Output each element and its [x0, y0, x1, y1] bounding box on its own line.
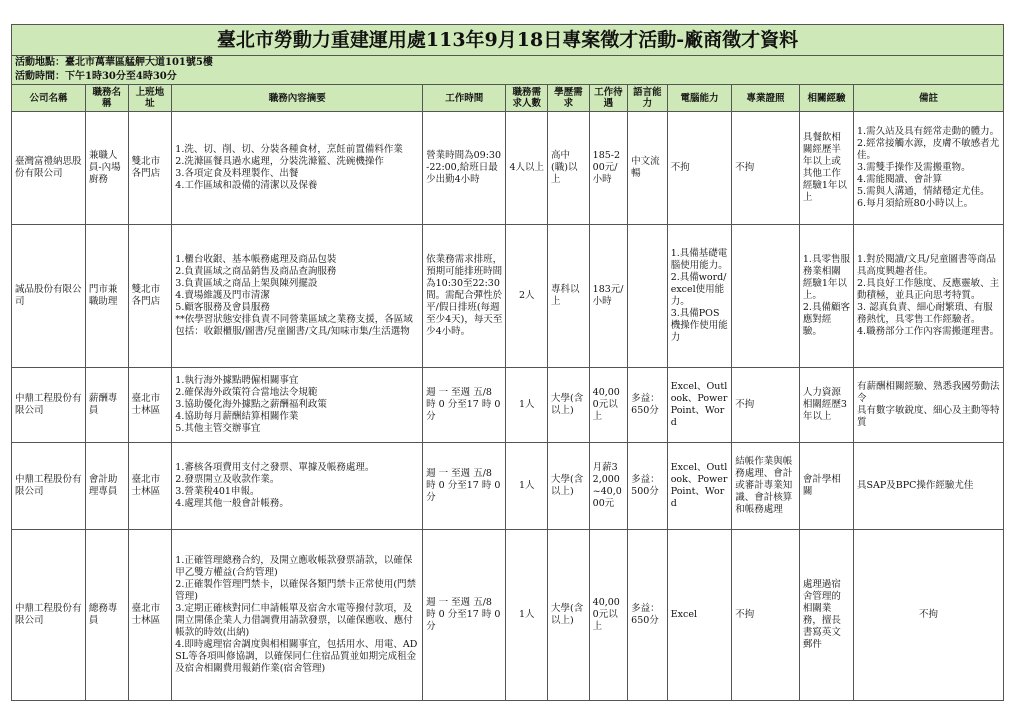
license-cell — [732, 225, 800, 368]
job-table — [11, 84, 1004, 701]
summary-line: 2.正確製作管理門禁卡，以確保各類門禁卡正常使用(門禁管理) — [175, 579, 417, 602]
address-cell: 臺北市士林區 — [128, 368, 172, 443]
note-line: 5.需與人溝通，情緒穩定尤佳。 — [857, 186, 990, 197]
summary-line: 1.櫃台收銀、基本帳務處理及商品包裝 — [175, 254, 337, 265]
summary-line: 5.顧客服務及會員服務 — [175, 302, 270, 313]
header-education: 學歷需求 — [548, 85, 590, 112]
note-line: 不拘 — [919, 609, 939, 620]
summary-line: 4.即時處理宿舍調度與相相關事宜，包括用水、用電、ADSL等各項叫修協調，以確保同仁住宿品質並如期完成租金及宿舍相關費用報銷作業(宿舍管理) — [175, 639, 418, 674]
header-hours: 工作時間 — [423, 85, 506, 112]
hours-cell: 依業務需求排班，預期可能排班時間為10:30至22:30間。需配合彈性於平/假日排班(每週至少4天)，每天至少4小時。 — [423, 225, 506, 368]
hours-cell: 週 一 至週 五/8 時 0 分至17 時 0 分 — [423, 368, 506, 443]
experience-cell: 人力資源相關經歷3年以上 — [799, 368, 853, 443]
note-line: 1.需久站及具有經常走動的體力。 — [857, 126, 1000, 137]
header-experience: 相關經驗 — [799, 85, 853, 112]
summary-cell — [172, 225, 423, 368]
job-sheet — [11, 24, 1004, 701]
summary-line: 2.洗滌區餐具過水處理，分裝洗滌籃、洗碗機操作 — [175, 156, 384, 167]
notes-cell — [854, 368, 1004, 443]
headcount-cell: 1人 — [506, 368, 548, 443]
summary-line: 3.負責區域之商品上架與陳列擺設 — [175, 278, 318, 289]
table-row — [12, 112, 1004, 225]
note-line: 具有數字敏銳度、細心及主動等特質 — [857, 405, 1000, 428]
note-line: 3. 認真負責、細心耐繁瑣、有服務熱忱，具零售工作經驗者。 — [857, 302, 993, 325]
experience-cell: 處理過宿舍管理的相關業務，擅長書寫英文郵件 — [799, 530, 853, 701]
note-line: 有薪酬相關經驗、熟悉我國勞動法令 — [857, 381, 1000, 404]
summary-line: 2.確保海外政策符合當地法令規範 — [175, 387, 318, 398]
pay-cell: 185-200元/小時 — [589, 112, 628, 225]
experience-cell — [799, 225, 853, 368]
computer-line: 2.具備word/excel使用能力。 — [670, 272, 727, 307]
education-cell: 大學(含以上) — [548, 443, 590, 530]
pay-cell: 月薪32,000~40,000元 — [589, 443, 628, 530]
header-headcount: 職務需求人數 — [506, 85, 548, 112]
header-computer: 電腦能力 — [667, 85, 732, 112]
experience-line: 2.具備顧客應對經驗。 — [802, 302, 850, 337]
address-cell: 臺北市士林區 — [128, 530, 172, 701]
header-summary: 職務內容摘要 — [172, 85, 423, 112]
summary-line: 4.賣場維護及門市清潔 — [175, 290, 270, 301]
notes-cell — [854, 530, 1004, 701]
address-cell: 臺北市士林區 — [128, 443, 172, 530]
summary-line: 2.負責區域之商品銷售及商品查詢服務 — [175, 266, 337, 277]
event-location: 活動地點：臺北市萬華區艋舺大道101號5樓 — [15, 57, 213, 68]
notes-cell — [854, 112, 1004, 225]
summary-line: 3.協助優化海外據點之薪酬福利政策 — [175, 399, 327, 410]
notes-cell — [854, 443, 1004, 530]
header-language: 語言能力 — [628, 85, 668, 112]
note-line: 4.職務部分工作內容需搬運理書。 — [857, 326, 1000, 337]
header-pay: 工作待遇 — [589, 85, 628, 112]
position-cell: 薪酬專員 — [85, 368, 128, 443]
company-cell: 誠品股份有限公司 — [12, 225, 86, 368]
sheet-header — [11, 24, 1004, 84]
position-cell: 門市兼職助理 — [85, 225, 128, 368]
position-cell: 會計助理專員 — [85, 443, 128, 530]
summary-line: 3.營業稅401申報。 — [175, 486, 260, 497]
page-title: 臺北市勞動力重建運用處113年9月18日專案徵才活動-廠商徵才資料 — [12, 25, 1003, 56]
table-row — [12, 368, 1004, 443]
computer-line: 1.具備基礎電腦使用能力。 — [670, 248, 728, 271]
license-cell: 不拘 — [732, 368, 800, 443]
summary-line: 1.執行海外據點聘僱相關事宜 — [175, 375, 299, 386]
license-cell: 不拘 — [732, 530, 800, 701]
computer-cell: Excel、Outlook、PowerPoint、Word — [667, 368, 732, 443]
hours-cell: 週 一 至週 五/8 時 0 分至17 時 0 分 — [423, 530, 506, 701]
summary-line: 3.各項定食及料理製作、出餐 — [175, 168, 299, 179]
event-time: 活動時間：下午1時30分至4時30分 — [15, 71, 177, 82]
header-notes: 備註 — [854, 85, 1004, 112]
summary-cell — [172, 112, 423, 225]
company-cell: 臺灣富禮納思股份有限公司 — [12, 112, 86, 225]
address-cell: 雙北市各門店 — [128, 225, 172, 368]
notes-cell — [854, 225, 1004, 368]
education-cell: 專科以上 — [548, 225, 590, 368]
computer-cell — [667, 225, 732, 368]
note-line: 3.需雙手操作及需搬重物。 — [857, 162, 971, 173]
summary-cell — [172, 530, 423, 701]
hours-cell: 週 一 至週 五/8 時 0 分至17 時 0 分 — [423, 443, 506, 530]
language-cell: 多益：500分 — [628, 443, 668, 530]
note-line: 1.對於閱讀/文具/兒童圖書等商品具高度興趣者佳。 — [857, 254, 996, 277]
header-address: 上班地址 — [128, 85, 172, 112]
summary-cell — [172, 443, 423, 530]
position-cell: 兼職人員-內場廚務 — [85, 112, 128, 225]
note-line: 2.經常接觸水源，皮膚不敏感者尤佳。 — [857, 138, 1000, 161]
table-row — [12, 225, 1004, 368]
summary-line: 1.正確管理總務合約，及開立應收帳款發票請款，以確保甲乙雙方權益(合約管理) — [175, 555, 413, 578]
company-cell: 中鼎工程股份有限公司 — [12, 443, 86, 530]
header-company: 公司名稱 — [12, 85, 86, 112]
summary-cell — [172, 368, 423, 443]
education-cell: 大學(含以上) — [548, 530, 590, 701]
summary-line: 4.工作區域和設備的清潔以及保養 — [175, 180, 318, 191]
computer-cell: Excel、Outlook、PowerPoint、Word — [667, 443, 732, 530]
note-line: 6.每月須給班80小時以上。 — [857, 198, 974, 209]
note-line: 具SAP及BPC操作經驗尤佳 — [857, 480, 974, 491]
summary-line: 1.洗、切、削、切、分裝各種食材，烹飪前置備料作業 — [175, 144, 403, 155]
note-line: 2.具良好工作態度、反應靈敏、主動積極，並具正向思考特質。 — [857, 278, 1000, 301]
computer-cell: 不拘 — [667, 112, 732, 225]
language-cell: 多益：650分 — [628, 530, 668, 701]
summary-line: 3.定期正確核對同仁申請帳單及宿舍水電等撥付款項，及開立開係企業人力借調費用請款發票，以確保應收、應付帳款的時效(出納) — [175, 603, 413, 638]
headcount-cell: 1人 — [506, 443, 548, 530]
note-line: 4.需能閱讀、會計算 — [857, 174, 943, 185]
headcount-cell: 1人 — [506, 530, 548, 701]
table-row — [12, 530, 1004, 701]
hours-cell: 營業時間為09:30-22:00,給班日最少出勤4小時 — [423, 112, 506, 225]
computer-line: 3.具備POS機操作使用能力 — [670, 308, 728, 343]
company-cell: 中鼎工程股份有限公司 — [12, 368, 86, 443]
pay-cell: 183元/小時 — [589, 225, 628, 368]
pay-cell: 40,000元以上 — [589, 530, 628, 701]
company-cell: 中鼎工程股份有限公司 — [12, 530, 86, 701]
license-cell: 不拘 — [732, 112, 800, 225]
header-license: 專業證照 — [732, 85, 800, 112]
experience-line: 1.具零售服務業相關經驗1年以上。 — [802, 254, 850, 301]
header-position: 職務名稱 — [85, 85, 128, 112]
summary-line: 1.審核各項費用支付之發票、單據及帳務處理。 — [175, 462, 375, 473]
language-cell: 中文流暢 — [628, 112, 668, 225]
language-cell: 多益：650分 — [628, 368, 668, 443]
computer-cell: Excel — [667, 530, 732, 701]
education-cell: 大學(含以上) — [548, 368, 590, 443]
experience-cell: 具餐飲相關經歷半年以上或其他工作經驗1年以上 — [799, 112, 853, 225]
address-cell: 雙北市各門店 — [128, 112, 172, 225]
table-header-row — [12, 85, 1004, 112]
education-cell: 高中(職)以上 — [548, 112, 590, 225]
table-row — [12, 443, 1004, 530]
summary-line: 4.處理其他一般會計帳務。 — [175, 498, 289, 509]
summary-line: 2.發票開立及收款作業。 — [175, 474, 280, 485]
language-cell — [628, 225, 668, 368]
pay-cell: 40,000元以上 — [589, 368, 628, 443]
license-cell: 結帳作業與帳務處理、會計或審計專業知識、會計核算和帳務處理 — [732, 443, 800, 530]
experience-cell: 會計學相關 — [799, 443, 853, 530]
summary-line: **依學習狀態安排負責不同營業區域之業務支援，各區域包括：收銀櫃服/圖書/兒童圖書/文具/知味市集/生活選物 — [175, 314, 413, 337]
headcount-cell: 2人 — [506, 225, 548, 368]
position-cell: 總務專員 — [85, 530, 128, 701]
headcount-cell: 4人以上 — [506, 112, 548, 225]
summary-line: 4.協助每月薪酬結算相關作業 — [175, 411, 299, 422]
summary-line: 5.其他主管交辦事宜 — [175, 423, 261, 434]
